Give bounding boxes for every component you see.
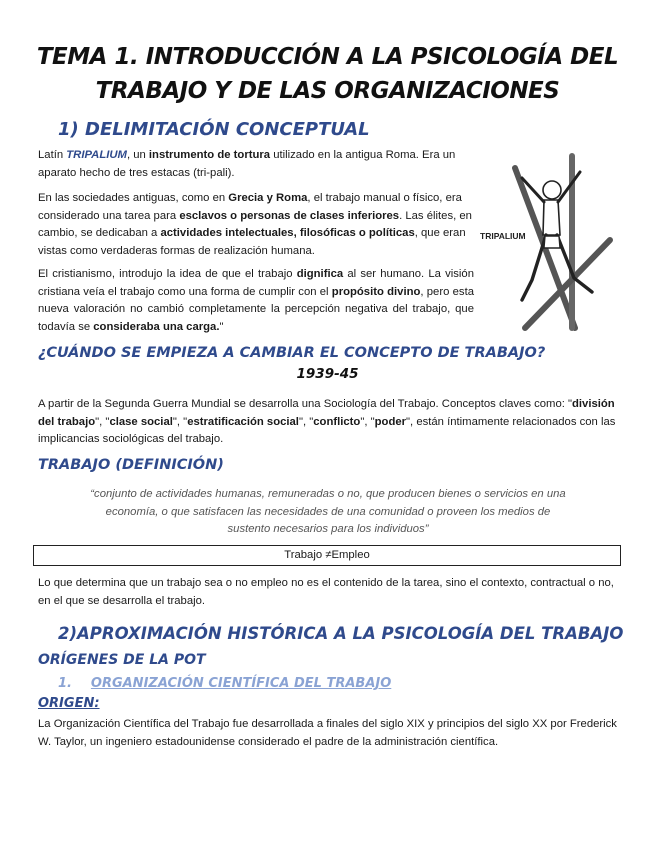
bold-span: poder bbox=[374, 415, 407, 428]
item-number: 1. bbox=[58, 676, 72, 691]
section-1-heading: 1) DELIMITACIÓN CONCEPTUAL bbox=[58, 119, 370, 140]
paragraph-tripalium bbox=[38, 147, 478, 182]
page-title-line-2: TRABAJO Y DE LAS ORGANIZACIONES bbox=[95, 78, 560, 104]
page-title-line-1: TEMA 1. INTRODUCCIÓN A LA PSICOLOGÍA DEL bbox=[36, 44, 619, 70]
text-span: ", " bbox=[298, 415, 314, 428]
text-span: , el trabajo manual o físico, era considerado una tarea para bbox=[38, 192, 462, 222]
text-span: , un bbox=[126, 149, 149, 161]
years-label: 1939-45 bbox=[296, 366, 359, 382]
bold-span: Grecia y Roma bbox=[228, 192, 308, 204]
text-span: Latín bbox=[38, 149, 67, 161]
item-label-ocdt: ORGANIZACIÓN CIENTÍFICA DEL TRABAJO bbox=[90, 676, 392, 691]
page-title bbox=[0, 40, 655, 108]
tripalium-illustration bbox=[480, 150, 620, 335]
paragraph-sociedades-antiguas bbox=[38, 190, 474, 260]
text-span: ", " bbox=[360, 415, 375, 428]
bold-span: instrumento de tortura bbox=[148, 149, 271, 161]
text-span: . Las élites, en cambio, se dedicaban a bbox=[38, 209, 472, 239]
trabajo-empleo-box: Trabajo ≠Empleo bbox=[33, 545, 621, 566]
bold-span: clase social bbox=[109, 415, 173, 428]
term-tripalium: TRIPALIUM bbox=[66, 149, 127, 161]
bold-span: consideraba una carga. bbox=[93, 320, 220, 333]
text-span: En las sociedades antiguas, como en bbox=[38, 192, 229, 204]
origen-label: ORIGEN: bbox=[38, 696, 100, 711]
tripalium-drawing bbox=[480, 150, 620, 335]
text-span: ", " bbox=[172, 415, 188, 428]
origenes-heading: ORÍGENES DE LA POT bbox=[38, 652, 206, 668]
paragraph-empleo: Lo que determina que un trabajo sea o no empleo no es el contenido de la tarea, sino el contexto, contractual o no, en el que se desarrolla el trabajo. bbox=[38, 577, 614, 607]
bold-span: división del trabajo bbox=[38, 398, 615, 428]
text-span: El cristianismo, introdujo la idea de que el trabajo bbox=[38, 268, 297, 280]
section-cambio-heading: ¿CUÁNDO SE EMPIEZA A CAMBIAR EL CONCEPTO DE TRABAJO? bbox=[38, 345, 546, 361]
tripalium-label: TRIPALIUM bbox=[480, 231, 526, 241]
text-span: " bbox=[219, 320, 224, 333]
paragraph-sociologia bbox=[38, 396, 618, 449]
section-definicion-heading: TRABAJO (DEFINICIÓN) bbox=[38, 457, 224, 473]
bold-span: actividades intelectuales, filosóficas o políticas bbox=[160, 227, 415, 239]
bold-span: estratificación social bbox=[187, 415, 299, 428]
definition-quote: “conjunto de actividades humanas, remuneradas o no, que producen bienes o servicios en una economía, o que satisfacen las necesidades de una comunidad o proveen los medios de sustento necesarios para los individuos” bbox=[90, 488, 566, 535]
text-span: , pero esta nueva valoración no cambió completamente la percepción negativa del trabajo, que todavía se bbox=[38, 285, 474, 333]
numbered-item-ocdt bbox=[58, 674, 391, 692]
bold-span: dignifica bbox=[296, 268, 344, 280]
text-span: , que eran vistas como verdaderas formas de realización humana. bbox=[38, 227, 466, 257]
section-2-heading: 2)APROXIMACIÓN HISTÓRICA A LA PSICOLOGÍA DEL TRABAJO bbox=[58, 624, 624, 643]
paragraph-taylor: La Organización Científica del Trabajo fue desarrollada a finales del siglo XIX y principios del siglo XX por Frederick W. Taylor, un ingeniero estadounidense considerado el padre de la administración científica. bbox=[38, 718, 617, 748]
bold-span: esclavos o personas de clases inferiores bbox=[179, 209, 400, 222]
paragraph-cristianismo bbox=[38, 266, 474, 336]
text-span: al ser humano. La visión cristiana veía el trabajo como una forma de cumplir con el bbox=[38, 268, 474, 298]
bold-span: propósito divino bbox=[331, 285, 421, 298]
text-span: ", " bbox=[95, 415, 110, 428]
bold-span: conflicto bbox=[313, 415, 361, 428]
text-span: utilizado en la antigua Roma. Era un aparato hecho de tres estacas (tri-pali). bbox=[38, 149, 456, 179]
text-span: A partir de la Segunda Guerra Mundial se desarrolla una Sociología del Trabajo. Conceptos claves como: " bbox=[38, 398, 573, 410]
text-span: ", están íntimamente relacionados con las implicancias sociológicas del trabajo. bbox=[38, 415, 616, 445]
